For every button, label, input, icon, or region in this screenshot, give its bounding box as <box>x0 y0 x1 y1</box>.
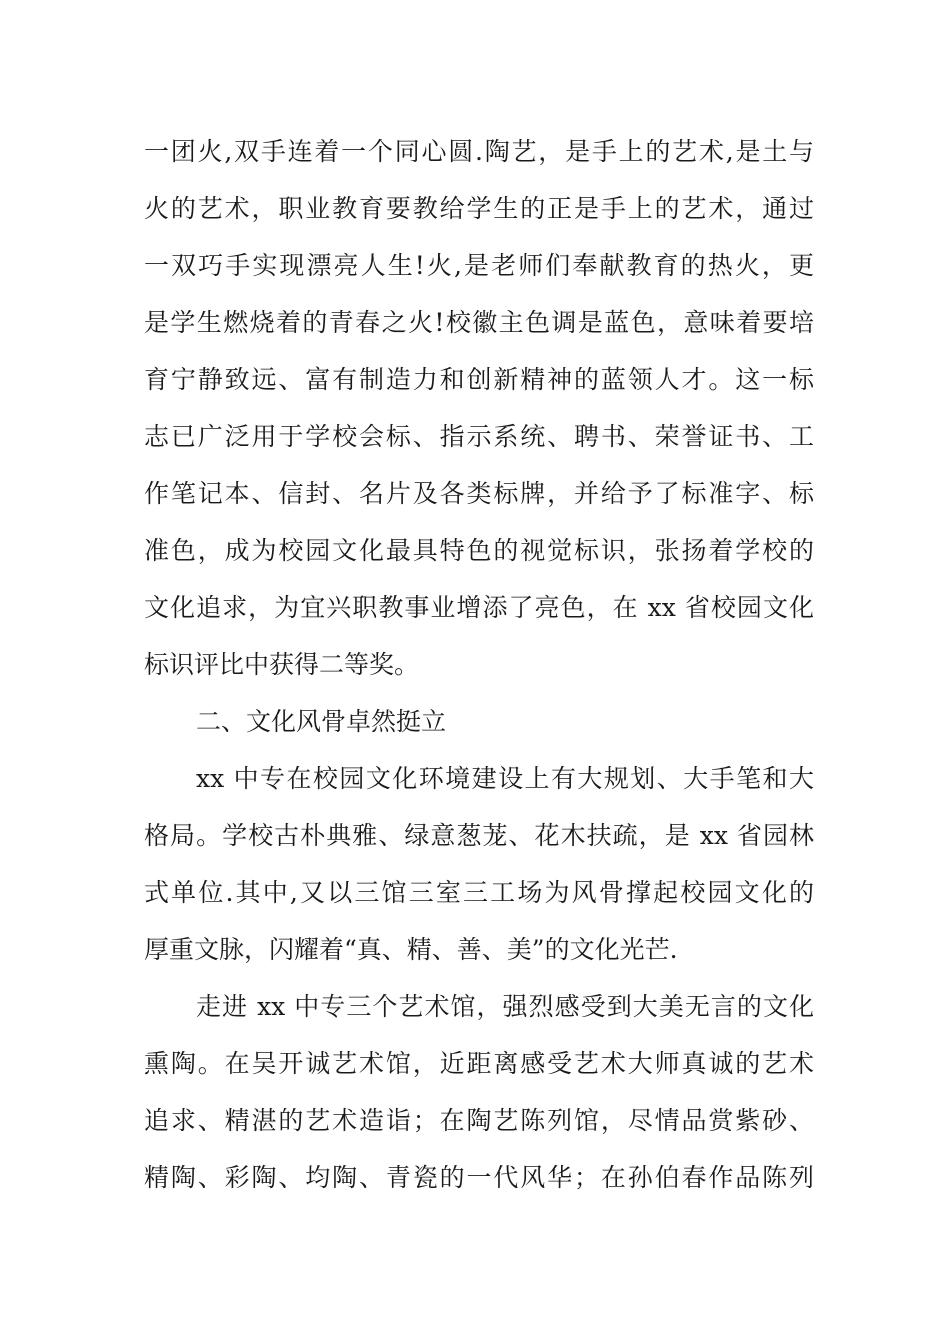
text-line: xx 中专在校园文化环境建设上有大规划、大手笔和大 <box>196 764 814 793</box>
text-line: 厚重文脉，闪耀着“真、精、善、美”的文化光芒. <box>144 935 678 964</box>
text-line: 文化追求，为宜兴职教事业增添了亮色，在 xx 省校园文化 <box>144 593 814 622</box>
text-line: 熏陶。在吴开诚艺术馆，近距离感受艺术大师真诚的艺术 <box>144 1049 814 1078</box>
text-line: 一双巧手实现漂亮人生!火,是老师们奉献教育的热火，更 <box>144 251 814 280</box>
text-line: 志已广泛用于学校会标、指示系统、聘书、荣誉证书、工 <box>144 422 814 451</box>
text-line: 育宁静致远、富有制造力和创新精神的蓝领人才。这一标 <box>144 365 814 394</box>
text-line: 标识评比中获得二等奖。 <box>144 650 420 679</box>
text-line: 追求、精湛的艺术造诣；在陶艺陈列馆，尽情品赏紫砂、 <box>144 1106 814 1135</box>
text-line: 火的艺术，职业教育要教给学生的正是手上的艺术，通过 <box>144 194 814 223</box>
text-line: 准色，成为校园文化最具特色的视觉标识，张扬着学校的 <box>144 536 814 565</box>
text-line: 是学生燃烧着的青春之火!校徽主色调是蓝色，意味着要培 <box>144 308 814 337</box>
text-line: 格局。学校古朴典雅、绿意葱茏、花木扶疏，是 xx 省园林 <box>144 821 814 850</box>
text-line: 走进 xx 中专三个艺术馆，强烈感受到大美无言的文化 <box>196 992 814 1021</box>
text-line: 二、文化风骨卓然挺立 <box>196 707 447 736</box>
text-line: 式单位.其中,又以三馆三室三工场为风骨撑起校园文化的 <box>144 878 814 907</box>
text-line: 一团火,双手连着一个同心圆.陶艺，是手上的艺术,是土与 <box>144 137 814 166</box>
text-line: 作笔记本、信封、名片及各类标牌，并给予了标准字、标 <box>144 479 814 508</box>
document-body <box>144 123 814 1206</box>
text-line: 精陶、彩陶、均陶、青瓷的一代风华；在孙伯春作品陈列 <box>144 1163 814 1192</box>
